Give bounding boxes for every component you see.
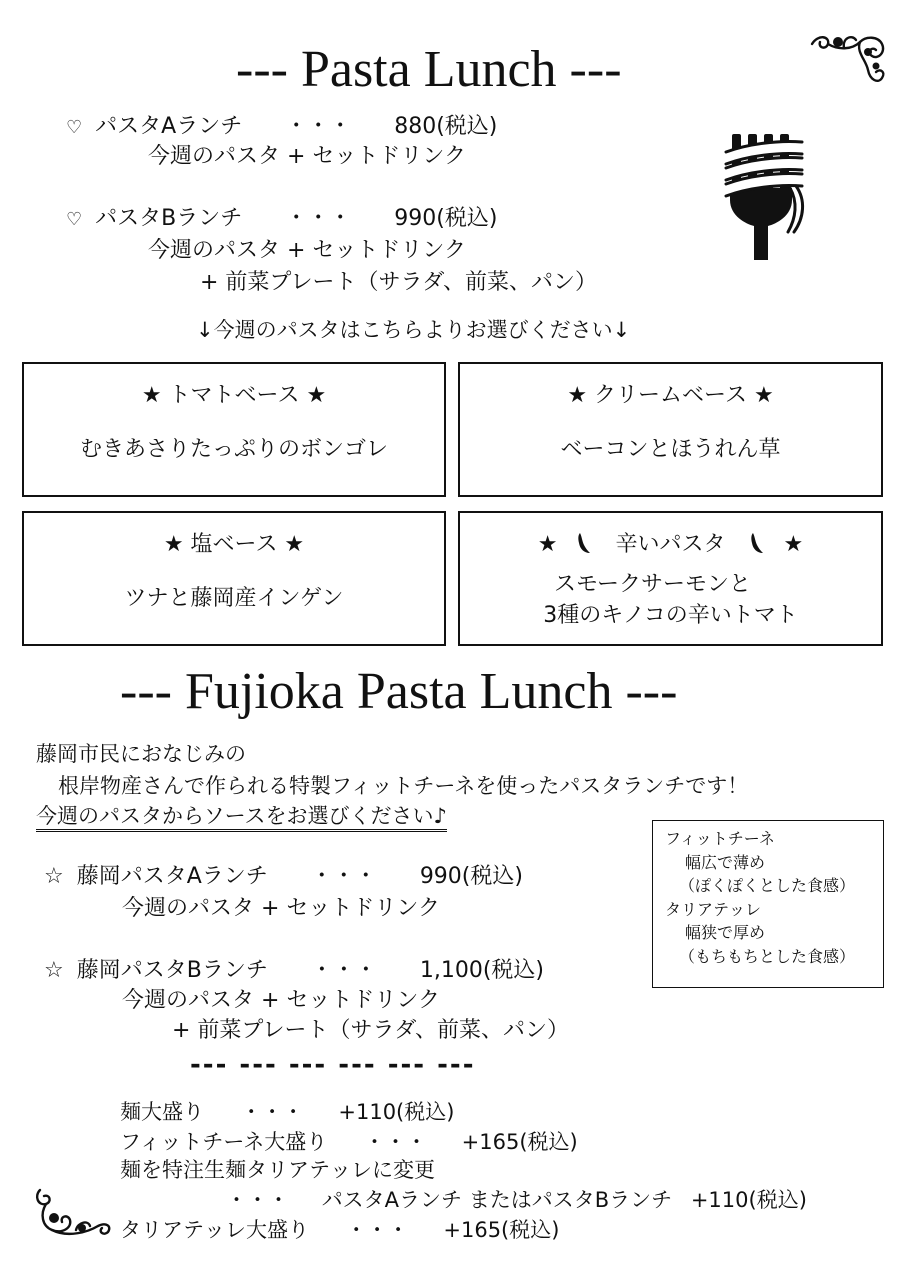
item-name: パスタAランチ xyxy=(95,114,243,139)
box-heading xyxy=(460,527,881,558)
star-outline-icon: ☆ xyxy=(44,958,64,983)
star-outline-icon: ☆ xyxy=(44,864,64,889)
box-body-line1: スモークサーモンと xyxy=(553,572,752,597)
intro-line3-text: 今週のパスタからソースをお選びください♪ xyxy=(36,804,447,832)
chili-pepper-icon xyxy=(749,531,765,555)
pasta-box-tomato xyxy=(22,362,446,497)
item-name: 藤岡パスタAランチ xyxy=(76,864,268,889)
menu-item-fujioka-b-desc2: + 前菜プレート（サラダ、前菜、パン） xyxy=(172,1018,570,1043)
corner-ornament-bottom-left-icon xyxy=(32,1180,114,1242)
section-divider: --- --- --- --- --- --- xyxy=(190,1050,476,1080)
extra-price: +165(税込) xyxy=(443,1218,560,1242)
noodle-info-box xyxy=(652,820,884,988)
menu-item-fujioka-b-desc: 今週のパスタ + セットドリンク xyxy=(122,988,440,1013)
menu-item-pasta-a xyxy=(66,116,497,138)
pasta-box-cream xyxy=(458,362,883,497)
extra-name: フィットチーネ大盛り xyxy=(120,1130,328,1154)
box-body: ベーコンとほうれん草 xyxy=(560,437,781,462)
box-body: ツナと藤岡産インゲン xyxy=(124,586,344,611)
intro-line3 xyxy=(36,806,447,827)
extra-name: パスタAランチ またはパスタBランチ xyxy=(321,1188,673,1212)
extra-item-tagliatelle-change: 麺を特注生麺タリアテッレに変更 xyxy=(120,1158,435,1182)
item-price: 990(税込) xyxy=(419,864,523,889)
extra-item-tagliatelle-change-detail xyxy=(226,1190,807,1211)
heart-icon: ♡ xyxy=(66,117,83,138)
box-heading: ★ トマトベース ★ xyxy=(141,383,327,408)
box-body-line2: 3種のキノコの辛いトマト xyxy=(543,603,798,628)
heart-icon: ♡ xyxy=(66,209,83,230)
item-name: 藤岡パスタBランチ xyxy=(76,958,268,983)
note-line: （ぽくぽくとした食感） xyxy=(679,876,856,895)
extra-dots: ・・・ xyxy=(345,1218,409,1242)
extra-price: +165(税込) xyxy=(461,1130,578,1154)
section-title-fujioka: --- Fujioka Pasta Lunch --- xyxy=(120,663,678,720)
box-heading: ★ 塩ベース ★ xyxy=(163,532,305,557)
menu-item-pasta-b-desc: 今週のパスタ + セットドリンク xyxy=(148,238,466,263)
item-price: 1,100(税込) xyxy=(419,958,544,983)
menu-item-pasta-b xyxy=(66,208,497,230)
extra-name: 麺大盛り xyxy=(120,1100,204,1124)
note-line: タリアテッレ xyxy=(665,899,762,919)
extra-dots: ・・・ xyxy=(240,1100,304,1124)
intro-line1: 藤岡市民におなじみの xyxy=(36,742,246,766)
box-heading-text: 辛いパスタ xyxy=(615,532,726,557)
menu-item-fujioka-a-desc: 今週のパスタ + セットドリンク xyxy=(122,896,440,921)
corner-ornament-top-right-icon xyxy=(808,30,890,92)
menu-item-fujioka-a xyxy=(44,866,523,888)
choose-instruction: ↓今週のパスタはこちらよりお選びください↓ xyxy=(196,318,631,342)
extra-name: タリアテッレ大盛り xyxy=(120,1218,309,1242)
menu-item-pasta-b-desc2: + 前菜プレート（サラダ、前菜、パン） xyxy=(200,270,598,295)
extra-item-fettuccine-large xyxy=(120,1132,578,1153)
extra-dots: ・・・ xyxy=(226,1188,289,1212)
pasta-box-salt xyxy=(22,511,446,646)
extra-item-tagliatelle-large xyxy=(120,1220,559,1241)
extra-price: +110(税込) xyxy=(338,1100,455,1124)
item-price: 880(税込) xyxy=(394,114,498,139)
box-body: むきあさりたっぷりのボンゴレ xyxy=(79,437,388,462)
item-dots: ・・・ xyxy=(285,206,352,231)
star-right: ★ xyxy=(783,532,804,557)
item-dots: ・・・ xyxy=(310,958,377,983)
chili-pepper-icon xyxy=(576,531,592,555)
star-left: ★ xyxy=(537,532,558,557)
note-line: 幅広で薄め xyxy=(685,852,766,872)
box-heading: ★ クリームベース ★ xyxy=(567,383,774,408)
menu-item-fujioka-b xyxy=(44,960,544,982)
fork-with-pasta-icon xyxy=(718,128,808,263)
item-price: 990(税込) xyxy=(394,206,498,231)
note-line: 幅狭で厚め xyxy=(685,923,766,942)
item-name: パスタBランチ xyxy=(95,206,243,231)
extra-price: +110(税込) xyxy=(690,1188,807,1212)
intro-line2: 根岸物産さんで作られる特製フィットチーネを使ったパスタランチです！ xyxy=(58,774,749,798)
page-title: --- Pasta Lunch --- xyxy=(236,41,622,98)
pasta-box-spicy xyxy=(458,511,883,646)
item-dots: ・・・ xyxy=(285,114,352,139)
note-line: フィットチーネ xyxy=(665,829,775,848)
menu-item-pasta-a-desc: 今週のパスタ + セットドリンク xyxy=(148,144,466,169)
item-dots: ・・・ xyxy=(310,864,377,889)
extra-dots: ・・・ xyxy=(363,1130,427,1154)
box-body xyxy=(460,569,881,631)
note-line: （もちもちとした食感） xyxy=(679,946,856,966)
extra-item-large xyxy=(120,1102,454,1123)
